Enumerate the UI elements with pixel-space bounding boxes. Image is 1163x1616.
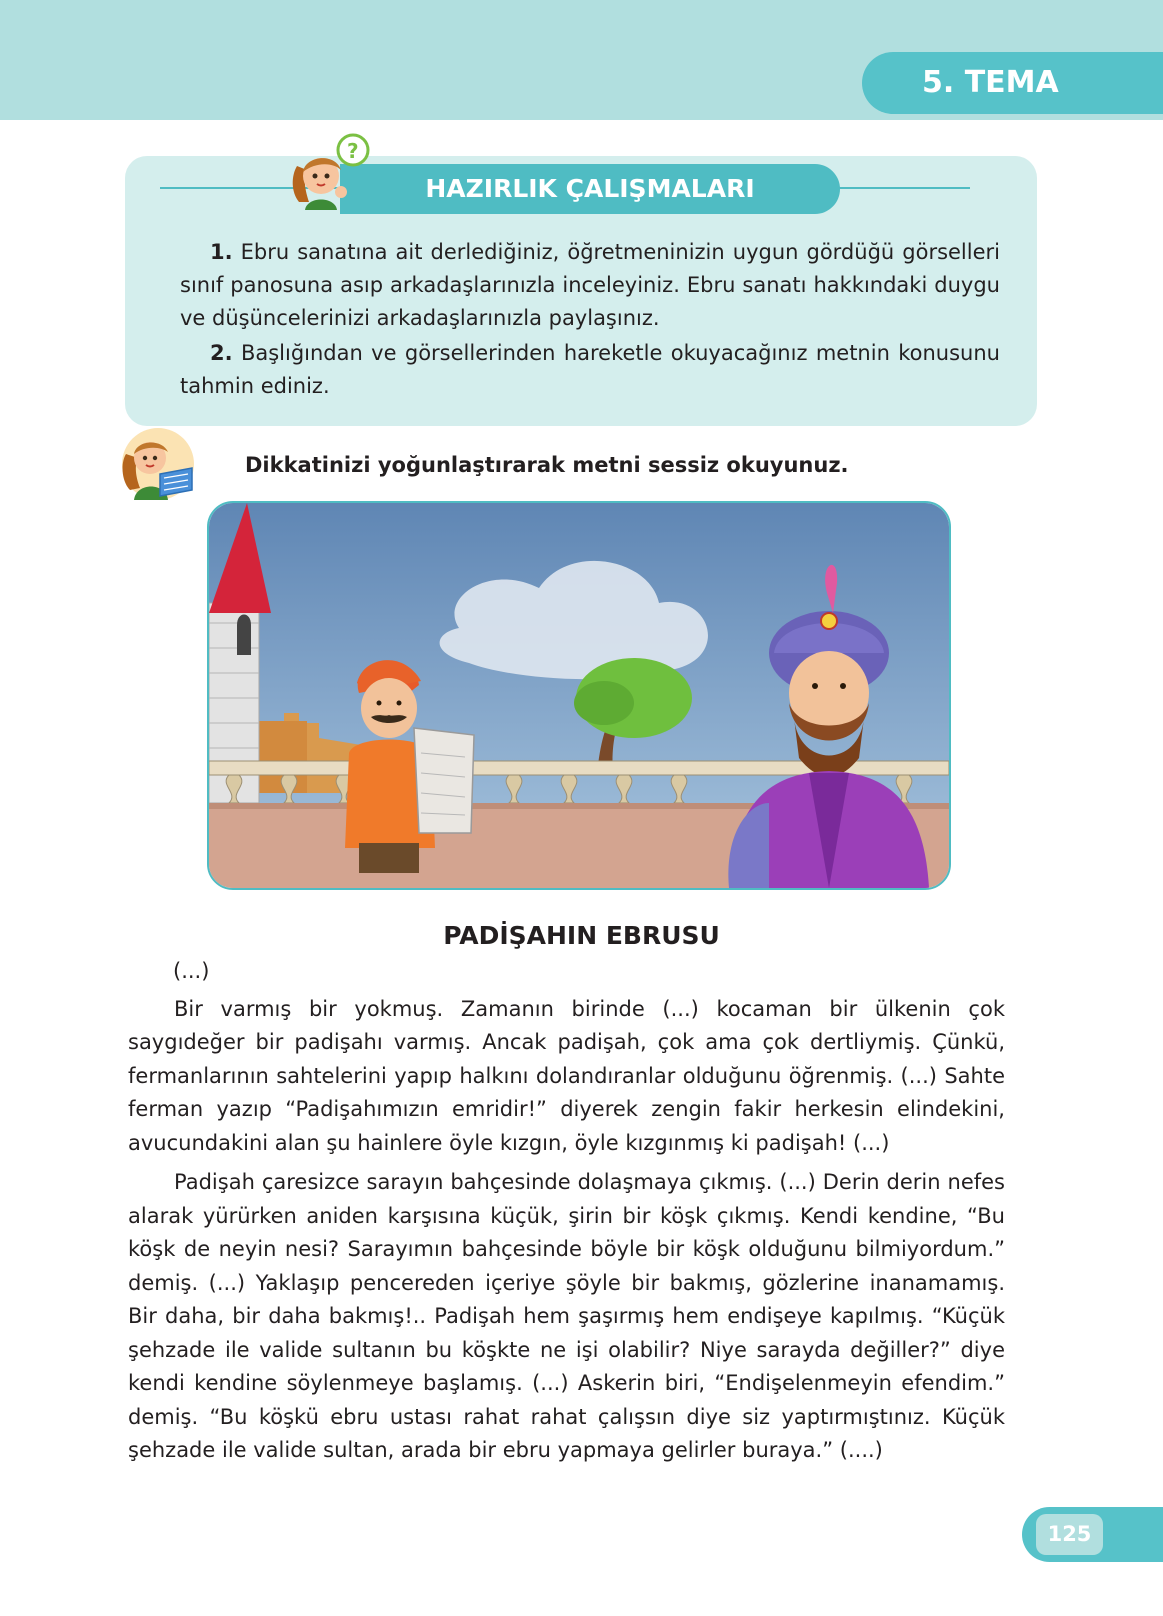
girl-thinking-icon xyxy=(283,132,373,212)
preparation-item-1 xyxy=(180,236,1000,335)
story-paragraph-2: Padişah çaresizce sarayın bahçesinde dolaşmaya çıkmış. (...) Derin derin nefes alarak yürürken aniden karşısına küçük, şirin bir köşk çıkmış. Kendi kendine, “Bu köşk de neyin nesi? Sarayımın bahçesinde böyle bir köşk olduğunu bilmiyordum.” demiş. (...) Yaklaşıp pencereden içeriye şöyle bir bakmış, gözlerine inanamamış. Bir daha, bir daha bakmış!.. Padişah hem şaşırmış hem endişeye kapılmış. “Küçük şehzade ile valide sultanın bu köşkte ne işi olabilir? Niye sarayda değiller?” diye kendi kendine söylenmeye başlamış. (...) Askerin biri, “Endişelenmeyin efendim.” demiş. “Bu köşkü ebru ustası rahat rahat çalışsın diye siz yaptırmıştınız. Küçük şehzade ile valide sultan, arada bir ebru yapmaya gelirler buraya.” (....) xyxy=(128,1170,1005,1462)
palace-garden-scene xyxy=(209,503,949,888)
heading-rule-right xyxy=(830,187,970,189)
preparation-items xyxy=(180,236,1000,405)
item-number: 2. xyxy=(210,341,233,365)
story-title: PADİŞAHIN EBRUSU xyxy=(443,921,720,950)
girl-reading-icon xyxy=(116,424,198,504)
opening-ellipsis: (...) xyxy=(173,959,210,983)
item-text: Ebru sanatına ait derlediğiniz, öğretmeninizin uygun gördüğü görselleri sınıf panosuna asıp arkadaşlarınızla inceleyiniz. Ebru sanatı hakkındaki duygu ve düşüncelerinizi arkadaşlarınızla paylaşınız. xyxy=(180,240,1000,330)
question-mark-icon: ? xyxy=(347,139,359,163)
reading-instruction: Dikkatinizi yoğunlaştırarak metni sessiz okuyunuz. xyxy=(245,453,849,477)
story-body xyxy=(128,955,1005,1474)
story-paragraph-1: Bir varmış bir yokmuş. Zamanın birinde (...) kocaman bir ülkenin çok saygıdeğer bir padişahı varmış. Ancak padişah, çok ama çok dertliymiş. Çünkü, fermanlarının sahtelerini yapıp halkını dolandıranlar olduğunu öğrenmiş. (...) Sahte ferman yazıp “Padişahımızın emridir!” diyerek zengin fakir herkesin elindekini, avucundakini alan şu hainlere öyle kızgın, öyle kızgınmış ki padişah! (...) xyxy=(128,996,1005,1155)
preparation-item-2 xyxy=(180,337,1000,403)
story-illustration xyxy=(207,501,951,890)
page-number: 125 xyxy=(1036,1514,1103,1555)
preparation-heading: HAZIRLIK ÇALIŞMALARI xyxy=(340,164,840,214)
scroll xyxy=(414,728,474,833)
item-number: 1. xyxy=(210,240,233,264)
tower-window xyxy=(237,615,251,656)
theme-tab: 5. TEMA xyxy=(862,52,1163,114)
item-text: Başlığından ve görsellerinden hareketle okuyacağınız metnin konusunu tahmin ediniz. xyxy=(180,341,1000,398)
